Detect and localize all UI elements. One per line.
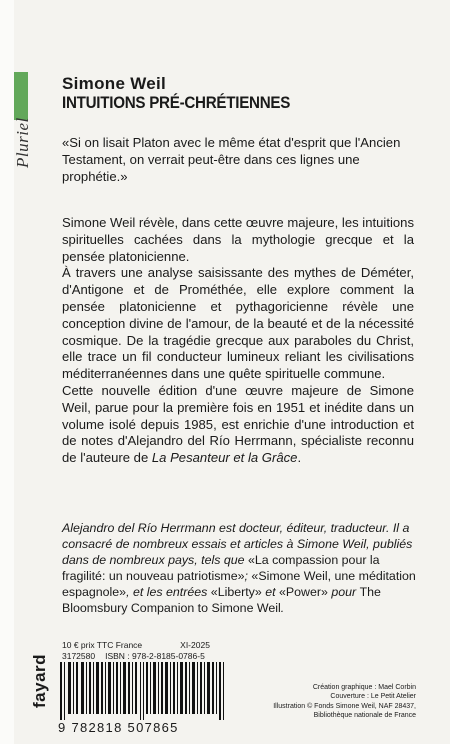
barcode: [58, 662, 228, 720]
bio-text-5: pour: [327, 585, 360, 599]
print-date: XI-2025: [180, 640, 210, 650]
bio-ref-4: «Power»: [279, 585, 328, 599]
editor-bio: [62, 520, 416, 616]
summary-paragraph-3: [62, 383, 414, 467]
book-spine: [0, 0, 14, 744]
isbn: ISBN : 978-2-8185-0786-5: [105, 651, 205, 661]
series-name: Pluriel: [13, 117, 32, 168]
series-color-bar: [14, 72, 28, 120]
barcode-number: 9 782818 507865: [58, 720, 179, 735]
credits: [216, 683, 416, 721]
summary-p3-end: .: [297, 450, 302, 466]
publisher-logo: fayard: [30, 653, 49, 708]
summary-paragraph-2: À travers une analyse saisissante des mythes de Déméter, d'Antigone et de Prométhée, elle explore comment la pensée platonicienne et pythagoricienne révèle une conception divine de l'amour, de la beauté et de la nécessité cosmique. De la tragédie grecque aux paraboles du Christ, elle trace un fil conducteur lumineux reliant les civilisations méditerranéennes dans une quête spirituelle commune.: [62, 265, 414, 382]
bio-ref-5: The Bloomsbury Companion to Simone Weil: [62, 585, 381, 615]
epigraph-quote: «Si on lisait Platon avec le même état d'esprit que l'Ancien Testament, on verrait peut-être dans ces lignes une prophétie.»: [62, 135, 401, 184]
summary: [62, 215, 414, 467]
credit-design: Création graphique : Mael Corbin: [312, 684, 416, 691]
credit-illustration: Illustration © Fonds Simone Weil, NAF 28437,: [273, 702, 416, 710]
bio-text-6: .: [280, 601, 285, 615]
price-block: [62, 640, 210, 662]
summary-p3-text: Cette nouvelle édition d'une œuvre majeure de Simone Weil, parue pour la première fois en 1951 et inédite dans un volume isolé depuis 1985, est enrichie d'une introduction et de notes d'Alejandro del Río Herrmann, spécialiste reconnu de l'auteure de: [62, 382, 414, 466]
bio-ref-1: «La compassion pour la fragilité: un nouveau patriotisme»: [62, 553, 380, 583]
credit-cover: Couverture : Le Petit Atelier: [330, 693, 416, 701]
summary-paragraph-1: Simone Weil révèle, dans cette œuvre majeure, les intuitions spirituelles cachées dans la mythologie grecque et la pensée platonicienne.: [62, 215, 414, 264]
bio-text-1: Alejandro del Río Herrmann est docteur, éditeur, traducteur. Il a consacré de nombreux essais et articles à Simone Weil, publiés dans de nombreux pays, tels que: [62, 521, 413, 567]
book-title: INTUITIONS PRÉ-CHRÉTIENNES: [62, 94, 291, 112]
product-code: 3172580: [62, 651, 96, 661]
bio-text-4: et: [261, 585, 279, 599]
bio-text-2: ;: [244, 569, 252, 583]
bio-ref-2: «Simone Weil, une méditation espagnole»: [62, 569, 416, 599]
price-label: 10 € prix TTC France: [62, 640, 143, 650]
credit-library: Bibliothèque nationale de France: [313, 712, 416, 720]
cited-book-title: La Pesanteur et la Grâce: [151, 450, 298, 466]
bio-ref-3: «Liberty»: [210, 585, 262, 599]
bio-text-3: , et les entrées: [126, 585, 211, 599]
author-name: Simone Weil: [62, 74, 167, 93]
